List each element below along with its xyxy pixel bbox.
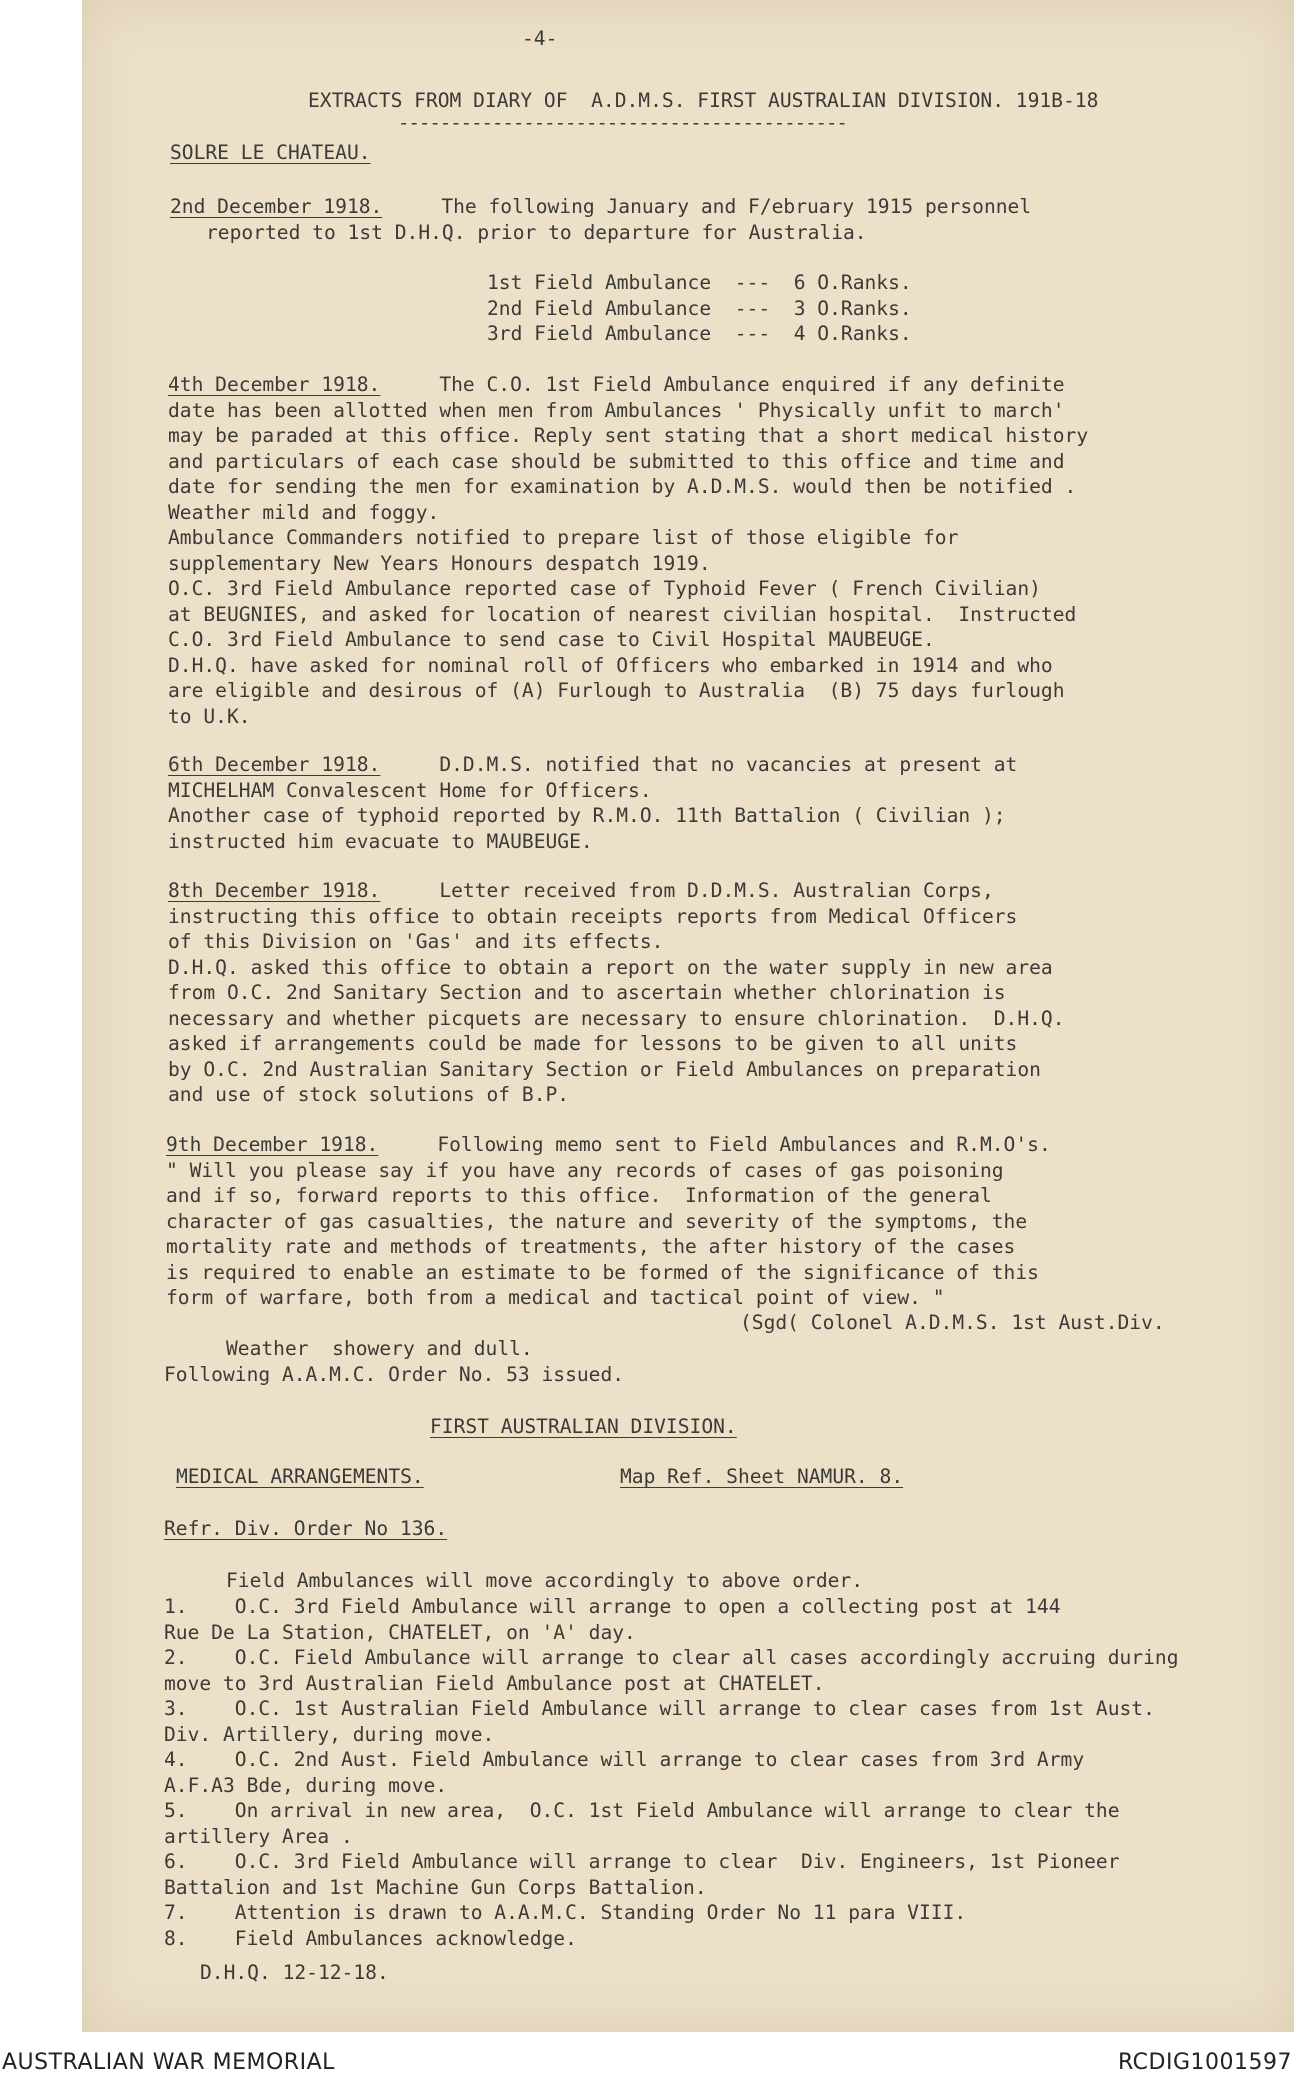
entry-line: by O.C. 2nd Australian Sanitary Section or Field Ambulances on preparation — [168, 1057, 1041, 1081]
entry-line: MICHELHAM Convalescent Home for Officers. — [168, 778, 652, 802]
page-title: EXTRACTS FROM DIARY OF A.D.M.S. FIRST AUSTRALIAN DIVISION. 191B-18 — [308, 89, 1099, 112]
entry-line: at BEUGNIES, and asked for location of nearest civilian hospital. Instructed — [168, 602, 1077, 626]
order-line: Div. Artillery, during move. — [164, 1722, 495, 1746]
entry-line: Another case of typhoid reported by R.M.O. 11th Battalion ( Civilian ); — [168, 804, 1006, 827]
entry-line: of this Division on 'Gas' and its effects. — [168, 930, 664, 953]
order-line: 7. Attention is drawn to A.A.M.C. Standing Order No 11 para VIII. — [164, 1901, 967, 1924]
weather-note: Weather showery and dull. — [226, 1337, 533, 1360]
entry-date: 2nd December 1918. — [170, 195, 383, 218]
entry-line: Weather mild and foggy. — [168, 500, 440, 524]
entry-line: C.O. 3rd Field Ambulance to send case to Civil Hospital MAUBEUGE. — [168, 628, 935, 651]
ranks-item: 3rd Field Ambulance --- 4 O.Ranks. — [487, 322, 912, 345]
location-heading: SOLRE LE CHATEAU. — [170, 141, 371, 164]
entry-text: The following January and F/ebruary 1915 personnel — [382, 195, 1032, 218]
entry-line: may be paraded at this office. Reply sent stating that a short medical history — [168, 424, 1089, 447]
title-rule: ------------------------------------------- — [398, 112, 847, 134]
entry-date: 8th December 1918. — [168, 879, 381, 902]
order-line: Battalion and 1st Machine Gun Corps Battalion. — [164, 1875, 707, 1899]
order-line: 4. O.C. 2nd Aust. Field Ambulance will arrange to clear cases from 3rd Army — [164, 1748, 1085, 1771]
division-order-reference: Refr. Div. Order No 136. — [164, 1517, 448, 1540]
entry-line: date has been allotted when men from Ambulances ' Physically unfit to march' — [168, 398, 1065, 422]
entry-dec-8 — [168, 878, 1065, 1108]
entry-line: O.C. 3rd Field Ambulance reported case of Typhoid Fever ( French Civilian) — [168, 577, 1041, 600]
entry-line: instructed him evacuate to MAUBEUGE. — [168, 829, 593, 853]
ranks-item: 1st Field Ambulance --- 6 O.Ranks. — [487, 271, 912, 294]
order-intro: Field Ambulances will move accordingly to above order. — [226, 1569, 864, 1592]
dhq-date: D.H.Q. 12-12-18. — [200, 1961, 389, 1984]
memo-line: character of gas casualties, the nature and severity of the symptoms, the — [166, 1209, 1028, 1233]
order-line: artillery Area . — [164, 1824, 353, 1848]
order-line: 5. On arrival in new area, O.C. 1st Field Ambulance will arrange to clear the — [164, 1799, 1120, 1822]
entry-dec-9 — [166, 1132, 1051, 1311]
memo-line: " Will you please say if you have any records of cases of gas poisoning — [166, 1158, 1004, 1182]
entry-line: necessary and whether picquets are necessary to ensure chlorination. D.H.Q. — [168, 1006, 1065, 1030]
order-line: A.F.A3 Bde, during move. — [164, 1773, 448, 1797]
entry-line: and use of stock solutions of B.P. — [168, 1083, 570, 1106]
entry-line: from O.C. 2nd Sanitary Section and to ascertain whether chlorination is — [168, 981, 1006, 1004]
entry-text: D.D.M.S. notified that no vacancies at present at — [380, 753, 1018, 776]
entry-date: 6th December 1918. — [168, 753, 381, 776]
entry-text: The C.O. 1st Field Ambulance enquired if any definite — [380, 373, 1065, 396]
entry-line: date for sending the men for examination by A.D.M.S. would then be notified . — [168, 475, 1077, 498]
entry-line: instructing this office to obtain receipts reports from Medical Officers — [168, 904, 1018, 928]
entry-line: D.H.Q. have asked for nominal roll of Officers who embarked in 1914 and who — [168, 653, 1053, 677]
order-line: move to 3rd Australian Field Ambulance post at CHATELET. — [164, 1671, 825, 1695]
entry-line: supplementary New Years Honours despatch 1919. — [168, 551, 711, 575]
order-line: 2. O.C. Field Ambulance will arrange to clear all cases accordingly accruing during — [164, 1646, 1179, 1669]
footer-source: AUSTRALIAN WAR MEMORIAL — [2, 2050, 335, 2075]
memo-line: and if so, forward reports to this office. Information of the general — [166, 1184, 992, 1207]
entry-line: Ambulance Commanders notified to prepare list of those eligible for — [168, 526, 959, 549]
entry-text: Following memo sent to Field Ambulances and R.M.O's. — [378, 1133, 1051, 1156]
entry-date: 4th December 1918. — [168, 373, 381, 396]
medical-arrangements-heading: MEDICAL ARRANGEMENTS. — [176, 1465, 424, 1488]
footer-record-id: RCDIG1001597 — [1117, 2050, 1292, 2075]
memo-line: is required to enable an estimate to be formed of the significance of this — [166, 1260, 1039, 1284]
ranks-list — [487, 270, 912, 347]
memo-line: mortality rate and methods of treatments, the after history of the cases — [166, 1235, 1016, 1258]
entry-line: D.H.Q. asked this office to obtain a report on the water supply in new area — [168, 955, 1053, 979]
entry-text: Letter received from D.D.M.S. Australian Corps, — [380, 879, 994, 902]
entry-line: are eligible and desirous of (A) Furlough to Australia (B) 75 days furlough — [168, 679, 1065, 702]
order-heading: FIRST AUSTRALIAN DIVISION. — [430, 1415, 737, 1438]
entry-line: to U.K. — [168, 704, 251, 728]
order-line: Rue De La Station, CHATELET, on 'A' day. — [164, 1620, 636, 1644]
map-reference: Map Ref. Sheet NAMUR. 8. — [620, 1465, 904, 1488]
entry-dec-6 — [168, 752, 1017, 854]
order-line: 6. O.C. 3rd Field Ambulance will arrange to clear Div. Engineers, 1st Pioneer — [164, 1850, 1120, 1873]
entry-dec-2 — [170, 194, 1031, 245]
order-line: 1. O.C. 3rd Field Ambulance will arrange to open a collecting post at 144 — [164, 1595, 1061, 1618]
ranks-item: 2nd Field Ambulance --- 3 O.Ranks. — [487, 296, 912, 320]
entry-line: and particulars of each case should be submitted to this office and time and — [168, 449, 1065, 473]
entry-text: reported to 1st D.H.Q. prior to departure for Australia. — [206, 220, 867, 244]
entry-dec-4 — [168, 372, 1088, 729]
order-issued-note: Following A.A.M.C. Order No. 53 issued. — [164, 1363, 625, 1386]
order-line: 3. O.C. 1st Australian Field Ambulance will arrange to clear cases from 1st Aust. — [164, 1697, 1155, 1720]
memo-line: form of warfare, both from a medical and tactical point of view. " — [166, 1286, 945, 1309]
page-number: -4- — [522, 27, 558, 50]
memo-signature: (Sgd( Colonel A.D.M.S. 1st Aust.Div. — [740, 1311, 1165, 1334]
order-list — [164, 1594, 1179, 1951]
entry-line: asked if arrangements could be made for lessons to be given to all units — [168, 1032, 1018, 1055]
order-line: 8. Field Ambulances acknowledge. — [164, 1926, 577, 1950]
entry-date: 9th December 1918. — [166, 1133, 379, 1156]
